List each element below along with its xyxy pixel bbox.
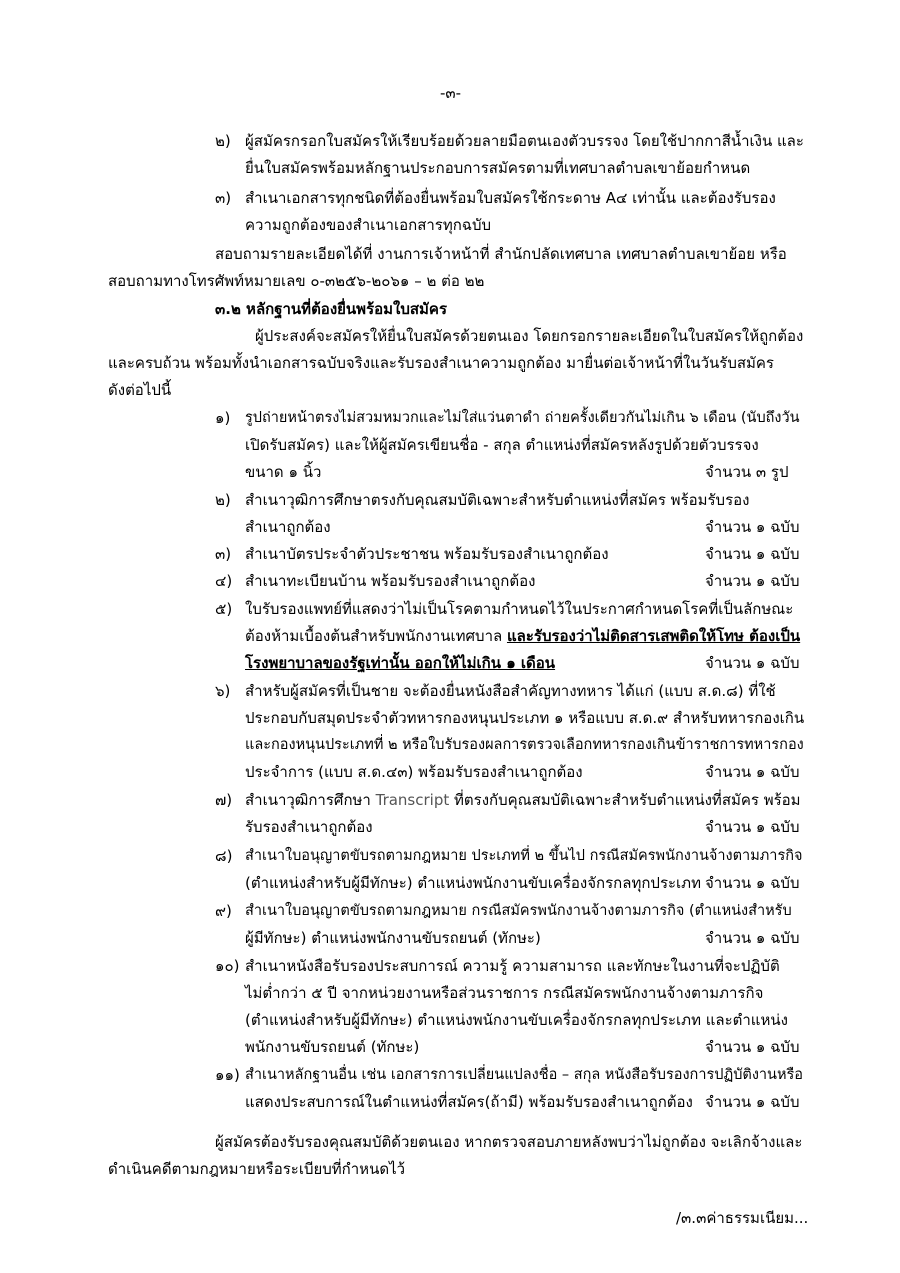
item-number: ๑๑) bbox=[215, 1066, 240, 1084]
item-text-line: (ตำแหน่งสำหรับผู้มีทักษะ) ตำแหน่งพนักงานขับเครื่องจักรกลทุกประเภท และตำแหน่ง bbox=[245, 1011, 788, 1029]
intro-line: ดังต่อไปนี้ bbox=[108, 381, 172, 399]
item-amount: จำนวน ๑ ฉบับ bbox=[705, 1038, 800, 1056]
item-text-emphasis: โรงพยาบาลของรัฐเท่านั้น ออกให้ไม่เกิน ๑ เดือน bbox=[245, 654, 556, 672]
item-amount: จำนวน ๑ ฉบับ bbox=[705, 572, 800, 590]
item-text-line: สำเนาหลักฐานอื่น เช่น เอกสารการเปลี่ยนแปลงชื่อ – สกุล หนังสือรับรองการปฏิบัติงานหรือ bbox=[245, 1067, 804, 1083]
item-number: ๖) bbox=[215, 682, 231, 700]
item-text-line: ใบรับรองแพทย์ที่แสดงว่าไม่เป็นโรคตามกำหนดไว้ในประกาศกำหนดโรคที่เป็นลักษณะ bbox=[245, 600, 794, 618]
item-text-line: (ตำแหน่งสำหรับผู้มีทักษะ) ตำแหน่งพนักงานขับเครื่องจักรกลทุกประเภท bbox=[245, 874, 701, 892]
item-text-line: ความถูกต้องของสำเนาเอกสารทุกฉบับ bbox=[245, 216, 492, 234]
item-text-line: สำหรับผู้สมัครที่เป็นชาย จะต้องยื่นหนังสือสำคัญทางทหาร ได้แก่ (แบบ ส.ด.๘) ที่ใช้ bbox=[245, 682, 776, 700]
item-text-line: แสดงประสบการณ์ในตำแหน่งที่สมัคร(ถ้ามี) พร้อมรับรองสำเนาถูกต้อง bbox=[245, 1093, 693, 1111]
item-text-line: สำเนาหนังสือรับรองประสบการณ์ ความรู้ ความสามารถ และทักษะในงานที่จะปฏิบัติ bbox=[245, 957, 780, 975]
item-text-line: รูปถ่ายหน้าตรงไม่สวมหมวกและไม่ใส่แว่นตาดำ ถ่ายครั้งเดียวกันไม่เกิน ๖ เดือน (นับถึงวัน bbox=[245, 410, 800, 426]
contact-line: สอบถามทางโทรศัพท์หมายเลข ๐-๓๒๕๖-๒๐๖๑ – ๒ ต่อ ๒๒ bbox=[108, 272, 485, 290]
page-number: -๓- bbox=[440, 84, 462, 102]
closing-line: ผู้สมัครต้องรับรองคุณสมบัติด้วยตนเอง หากตรวจสอบภายหลังพบว่าไม่ถูกต้อง จะเลิกจ้างและ bbox=[215, 1133, 803, 1151]
item-text-line: ผู้มีทักษะ) ตำแหน่งพนักงานขับรถยนต์ (ทักษะ) bbox=[245, 929, 541, 947]
item-text-line: สำเนาวุฒิการศึกษาตรงกับคุณสมบัติเฉพาะสำหรับตำแหน่งที่สมัคร พร้อมรับรอง bbox=[245, 491, 750, 509]
item-number: ๑) bbox=[215, 409, 231, 427]
item-number: ๓) bbox=[215, 545, 232, 563]
item-text-line: สำเนาใบอนุญาตขับรถตามกฎหมาย กรณีสมัครพนักงานจ้างตามภารกิจ (ตำแหน่งสำหรับ bbox=[245, 903, 792, 919]
closing-line: ดำเนินคดีตามกฎหมายหรือระเบียบที่กำหนดไว้ bbox=[108, 1160, 406, 1178]
item-amount: จำนวน ๑ ฉบับ bbox=[705, 545, 800, 563]
item-amount: จำนวน ๑ ฉบับ bbox=[705, 654, 800, 672]
item-text-line: ประกอบกับสมุดประจำตัวทหารกองหนุนประเภท ๑ หรือแบบ ส.ด.๙ สำหรับทหารกองเกิน bbox=[245, 709, 805, 727]
intro-line: ผู้ประสงค์จะสมัครให้ยื่นใบสมัครด้วยตนเอง โดยกรอกรายละเอียดในใบสมัครให้ถูกต้อง bbox=[255, 327, 804, 345]
section-heading: ๓.๒ หลักฐานที่ต้องยื่นพร้อมใบสมัคร bbox=[215, 300, 448, 318]
contact-line: สอบถามรายละเอียดได้ที่ งานการเจ้าหน้าที่ สำนักปลัดเทศบาล เทศบาลตำบลเขาย้อย หรือ bbox=[215, 245, 787, 263]
item-text-line: เปิดรับสมัคร) และให้ผู้สมัครเขียนชื่อ - สกุล ตำแหน่งที่สมัครหลังรูปด้วยตัวบรรจง bbox=[245, 436, 759, 454]
item-text-line bbox=[245, 652, 555, 674]
item-number: ๑๐) bbox=[215, 957, 240, 975]
item-number: ๗) bbox=[215, 791, 233, 809]
item-text-line: รับรองสำเนาถูกต้อง bbox=[245, 818, 373, 836]
item-text-line: ผู้สมัครกรอกใบสมัครให้เรียบร้อยด้วยลายมือตนเองตัวบรรจง โดยใช้ปากกาสีน้ำเงิน และ bbox=[245, 132, 804, 150]
item-amount: จำนวน ๑ ฉบับ bbox=[705, 818, 800, 836]
item-amount: จำนวน ๑ ฉบับ bbox=[705, 1093, 800, 1111]
item-text-line bbox=[245, 789, 801, 811]
item-text-plain: ต้องห้ามเบื้องต้นสำหรับพนักงานเทศบาล bbox=[245, 627, 507, 645]
item-text-line: สำเนาถูกต้อง bbox=[245, 518, 331, 536]
item-text-line: สำเนาบัตรประจำตัวประชาชน พร้อมรับรองสำเนาถูกต้อง bbox=[245, 545, 609, 563]
item-text-line: สำเนาเอกสารทุกชนิดที่ต้องยื่นพร้อมใบสมัครใช้กระดาษ A๔ เท่านั้น และต้องรับรอง bbox=[245, 189, 776, 207]
item-text-plain: สำเนาวุฒิการศึกษา bbox=[245, 791, 376, 809]
item-number: ๙) bbox=[215, 902, 232, 920]
item-text-plain: ที่ตรงกับคุณสมบัติเฉพาะสำหรับตำแหน่งที่สมัคร พร้อม bbox=[449, 791, 801, 809]
item-amount: จำนวน ๑ ฉบับ bbox=[705, 763, 800, 781]
item-number: ๒) bbox=[215, 491, 231, 509]
item-text-line: ยื่นใบสมัครพร้อมหลักฐานประกอบการสมัครตามที่เทศบาลตำบลเขาย้อยกำหนด bbox=[245, 159, 751, 177]
item-amount: จำนวน ๑ ฉบับ bbox=[705, 518, 800, 536]
item-text-line: พนักงานขับรถยนต์ (ทักษะ) bbox=[245, 1038, 420, 1056]
page-footer-continuation: /๓.๓ค่าธรรมเนียม... bbox=[676, 1209, 809, 1227]
item-number: ๓) bbox=[215, 189, 232, 207]
item-text-line: ประจำการ (แบบ ส.ด.๔๓) พร้อมรับรองสำเนาถูกต้อง bbox=[245, 763, 583, 781]
item-text-line: ขนาด ๑ นิ้ว bbox=[245, 463, 322, 481]
item-text-line: ไม่ต่ำกว่า ๕ ปี จากหน่วยงานหรือส่วนราชการ กรณีสมัครพนักงานจ้างตามภารกิจ bbox=[245, 984, 764, 1002]
item-number: ๘) bbox=[215, 847, 233, 865]
item-text-gray: Transcript bbox=[375, 791, 450, 809]
item-amount: จำนวน ๑ ฉบับ bbox=[705, 874, 800, 892]
item-amount: จำนวน ๑ ฉบับ bbox=[705, 929, 800, 947]
item-number: ๕) bbox=[215, 600, 233, 618]
item-text-line bbox=[245, 625, 800, 647]
item-text-emphasis: และรับรองว่าไม่ติดสารเสพติดให้โทษ ต้องเป็น bbox=[506, 627, 801, 645]
intro-line: และครบถ้วน พร้อมทั้งนำเอกสารฉบับจริงและรับรองสำเนาความถูกต้อง มายื่นต่อเจ้าหน้าที่ในวันรับสมัคร bbox=[108, 354, 774, 372]
item-number: ๒) bbox=[215, 132, 231, 150]
item-text-line: สำเนาทะเบียนบ้าน พร้อมรับรองสำเนาถูกต้อง bbox=[245, 572, 536, 590]
item-text-line: และกองหนุนประเภทที่ ๒ หรือใบรับรองผลการตรวจเลือกทหารกองเกินข้าราชการทหารกอง bbox=[245, 737, 804, 753]
item-text-line: สำเนาใบอนุญาตขับรถตามกฎหมาย ประเภทที่ ๒ ขึ้นไป กรณีสมัครพนักงานจ้างตามภารกิจ bbox=[245, 848, 803, 864]
item-number: ๔) bbox=[215, 572, 233, 590]
item-amount: จำนวน ๓ รูป bbox=[705, 463, 789, 481]
